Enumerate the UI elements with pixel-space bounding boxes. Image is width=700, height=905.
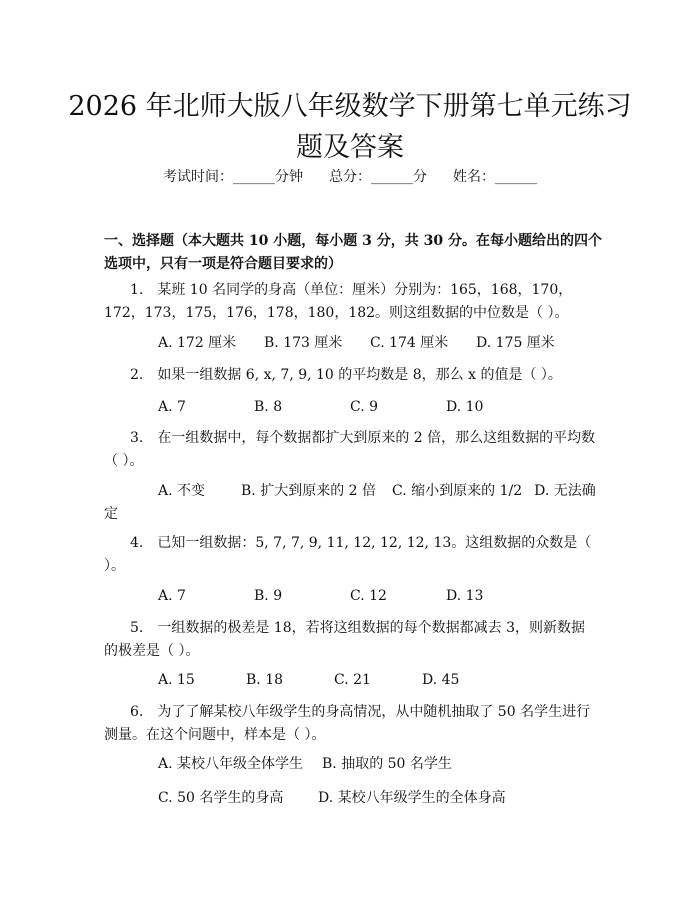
option-d: D. 13 bbox=[446, 588, 484, 604]
option-d: D. 175 厘米 bbox=[476, 335, 555, 351]
exam-time-field: 考试时间：______分钟 bbox=[163, 169, 303, 185]
section-heading: 一、选择题（本大题共 10 小题，每小题 3 分，共 30 分。在每小题给出的四个选项中，只有一项是符合题目要求的） bbox=[104, 233, 602, 272]
question-5: 5. 一组数据的极差是 18，若将这组数据的每个数据都减去 3，则新数据的极差是（ ）。 bbox=[104, 620, 585, 659]
option-b: B. 抽取的 50 名学生 bbox=[322, 756, 452, 772]
total-score-field: 总分：______分 bbox=[329, 169, 427, 185]
option-a: A. 不变 bbox=[158, 483, 206, 499]
page-title: 2026 年北师大版八年级数学下册第七单元练习题及答案 bbox=[68, 91, 632, 163]
question-3: 3. 在一组数据中，每个数据都扩大到原来的 2 倍，那么这组数据的平均数（ ）。 bbox=[104, 430, 596, 469]
option-b: B. 扩大到原来的 2 倍 bbox=[241, 483, 377, 499]
question-4-options bbox=[158, 586, 483, 606]
option-d: D. 45 bbox=[422, 672, 460, 688]
option-a: A. 7 bbox=[158, 399, 186, 415]
option-d: D. 10 bbox=[446, 399, 484, 415]
option-c: C. 174 厘米 bbox=[370, 335, 449, 351]
question-4: 4. 已知一组数据：5, 7, 7, 9, 11, 12, 12, 12, 13。这组数据的众数是（ ）。 bbox=[104, 535, 592, 574]
option-a: A. 15 bbox=[158, 672, 195, 688]
option-b: B. 173 厘米 bbox=[264, 335, 343, 351]
question-1-options bbox=[158, 333, 555, 353]
option-c: C. 缩小到原来的 1/2 bbox=[392, 483, 523, 499]
option-a: A. 某校八年级全体学生 bbox=[158, 756, 304, 772]
option-d: D. 某校八年级学生的全体身高 bbox=[318, 790, 506, 806]
option-c: C. 9 bbox=[350, 399, 379, 415]
option-a: A. 172 厘米 bbox=[158, 335, 237, 351]
option-a: A. 7 bbox=[158, 588, 186, 604]
question-6-options-row2 bbox=[158, 788, 506, 808]
question-6-options-row1 bbox=[158, 754, 452, 774]
option-c: C. 50 名学生的身高 bbox=[158, 790, 284, 806]
question-6: 6. 为了了解某校八年级学生的身高情况，从中随机抽取了 50 名学生进行测量。在这个问题中，样本是（ ）。 bbox=[104, 704, 591, 743]
question-2: 2. 如果一组数据 6, x, 7, 9, 10 的平均数是 8，那么 x 的值是（ ）。 bbox=[130, 367, 562, 383]
question-3-options bbox=[104, 480, 604, 526]
option-d: D. 无法确定 bbox=[104, 483, 596, 522]
option-c: C. 12 bbox=[350, 588, 387, 604]
option-b: B. 18 bbox=[246, 672, 284, 688]
option-b: B. 8 bbox=[254, 399, 283, 415]
question-1: 1. 某班 10 名同学的身高（单位：厘米）分别为：165，168，170，172，173，175，176，178，180，182。则这组数据的中位数是（ ）。 bbox=[104, 282, 573, 321]
student-name-field: 姓名：______ bbox=[453, 169, 537, 185]
question-5-options bbox=[158, 670, 459, 690]
option-c: C. 21 bbox=[334, 672, 371, 688]
exam-meta bbox=[0, 168, 700, 186]
question-2-options bbox=[158, 397, 483, 417]
option-b: B. 9 bbox=[254, 588, 283, 604]
